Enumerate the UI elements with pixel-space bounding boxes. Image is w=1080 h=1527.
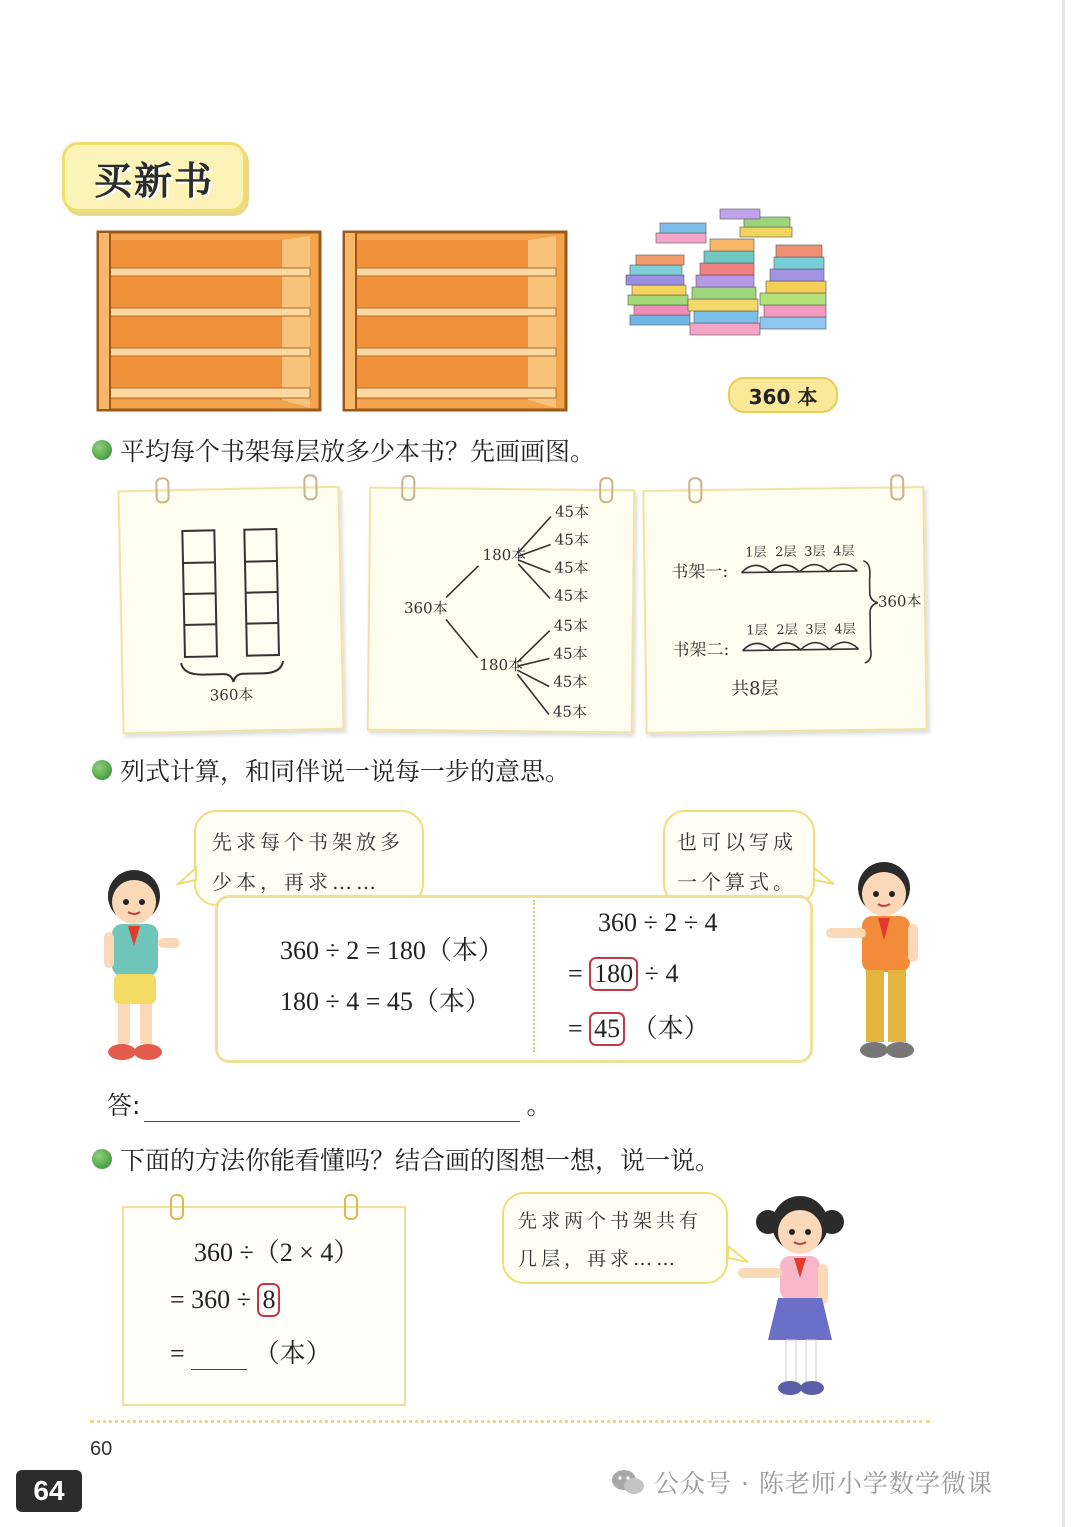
method-line-1: 360 ÷（2 × 4） — [194, 1238, 360, 1267]
layer-label: 2层 — [776, 622, 798, 639]
layer-label: 3层 — [805, 622, 827, 638]
paper-clip-icon — [401, 475, 415, 501]
diagram-grid — [120, 488, 343, 733]
question-1-text: 平均每个书架每层放多少本书？先画画图。 — [120, 437, 596, 466]
page-edge — [1062, 0, 1065, 1527]
paper-clip-icon — [303, 474, 318, 500]
layer-label: 4层 — [834, 622, 856, 638]
green-bullet-icon — [92, 760, 112, 780]
bubble-line: 一个算式。 — [677, 870, 797, 894]
bubble-line: 先求两个书架共有 — [518, 1210, 703, 1232]
paper-clip-icon — [599, 477, 613, 503]
green-bullet-icon — [92, 1149, 112, 1169]
girl-illustration — [732, 1190, 852, 1402]
diagram-segments — [644, 488, 925, 732]
tree-leaf-label: 45本 — [554, 558, 589, 577]
layer-label: 1层 — [746, 623, 768, 639]
method-line-2: = 360 ÷ 8 — [170, 1283, 280, 1317]
speech-bubble-girl — [502, 1192, 728, 1284]
question-3-text: 下面的方法你能看懂吗？结合画的图想一想，说一说。 — [120, 1146, 721, 1175]
corner-page-tag: 64 — [16, 1470, 82, 1512]
boy-left-illustration — [96, 866, 186, 1070]
bubble-line: 也可以写成 — [677, 830, 797, 854]
answer-line — [107, 1086, 551, 1122]
layer-label: 4层 — [833, 544, 855, 560]
green-bullet-icon — [92, 440, 112, 460]
books-count-label: 360 本 — [728, 377, 838, 413]
tree-leaf-label: 45本 — [554, 502, 590, 521]
layer-label: 1层 — [745, 545, 767, 561]
calc-step-2: 180 ÷ 4 = 45（本） — [280, 987, 491, 1016]
speech-bubble-right — [663, 810, 815, 906]
watermark-text: 公众号 · 陈老师小学数学微课 — [654, 1469, 993, 1498]
answer-label: 答: — [107, 1091, 141, 1120]
tree-leaf-label: 45本 — [554, 530, 589, 549]
tree-leaf-label: 45本 — [554, 586, 589, 605]
footer-divider — [90, 1420, 930, 1423]
segments-total-label: 360本 — [877, 592, 922, 611]
bubble-line: 先求每个书架放多 — [212, 830, 404, 854]
layers-total-label: 共8层 — [730, 678, 779, 700]
boxed-value: 8 — [257, 1283, 280, 1317]
boy-right-illustration — [818, 858, 930, 1068]
paper-clip-icon — [890, 474, 904, 500]
question-1 — [92, 432, 595, 468]
boxed-value: 180 — [589, 957, 638, 991]
paper-clip-icon — [688, 477, 702, 503]
page-number: 60 — [90, 1438, 113, 1460]
calculation-divider — [533, 900, 535, 1052]
answer-input-line[interactable] — [144, 1095, 520, 1122]
bookshelf-left — [96, 228, 322, 414]
diagram-card-grid — [117, 486, 344, 735]
calc-combined-line-2: = 180 ÷ 4 — [568, 957, 678, 991]
calc-combined-line-3: = 45 （本） — [568, 1008, 710, 1046]
tree-leaf-label: 45本 — [553, 672, 588, 691]
layer-label: 3层 — [804, 544, 826, 560]
speech-bubble-left — [194, 810, 424, 906]
layer-label: 2层 — [775, 544, 797, 561]
boxed-value: 45 — [589, 1012, 625, 1046]
answer-end: 。 — [526, 1091, 552, 1120]
bubble-line: 几层，再求…… — [518, 1248, 680, 1270]
method-blank[interactable] — [191, 1345, 247, 1370]
section-title-badge — [62, 142, 246, 212]
diagram-card-tree — [367, 487, 636, 734]
book-pile-image — [620, 205, 842, 353]
calc-combined-line-1: 360 ÷ 2 ÷ 4 — [598, 908, 718, 937]
diagram-card-segments — [642, 486, 927, 734]
wechat-icon — [610, 1468, 646, 1496]
watermark — [610, 1464, 993, 1500]
tree-root-label: 360本 — [403, 598, 448, 618]
tree-leaf-label: 45本 — [553, 616, 589, 635]
bookshelf-right — [342, 228, 568, 414]
tree-branch-label: 180本 — [479, 655, 524, 675]
calculation-box — [215, 895, 813, 1063]
tree-leaf-label: 45本 — [552, 702, 588, 721]
tree-branch-label: 180本 — [482, 545, 527, 565]
question-2 — [92, 752, 570, 788]
section-title: 买新书 — [93, 158, 214, 203]
grid-total-label: 360本 — [209, 685, 254, 705]
bubble-line: 少本，再求…… — [212, 870, 380, 894]
paper-clip-icon — [344, 1194, 358, 1220]
shelf-two-label: 书架二: — [672, 639, 730, 661]
method-line-3: = （本） — [170, 1339, 332, 1368]
tree-leaf-label: 45本 — [553, 644, 588, 663]
paper-clip-icon — [170, 1194, 184, 1220]
paper-clip-icon — [155, 477, 170, 503]
diagram-tree — [369, 489, 633, 732]
shelf-one-label: 书架一: — [671, 561, 729, 583]
question-3 — [92, 1141, 720, 1177]
calc-step-1: 360 ÷ 2 = 180（本） — [280, 936, 504, 965]
question-2-text: 列式计算，和同伴说一说每一步的意思。 — [120, 757, 571, 786]
